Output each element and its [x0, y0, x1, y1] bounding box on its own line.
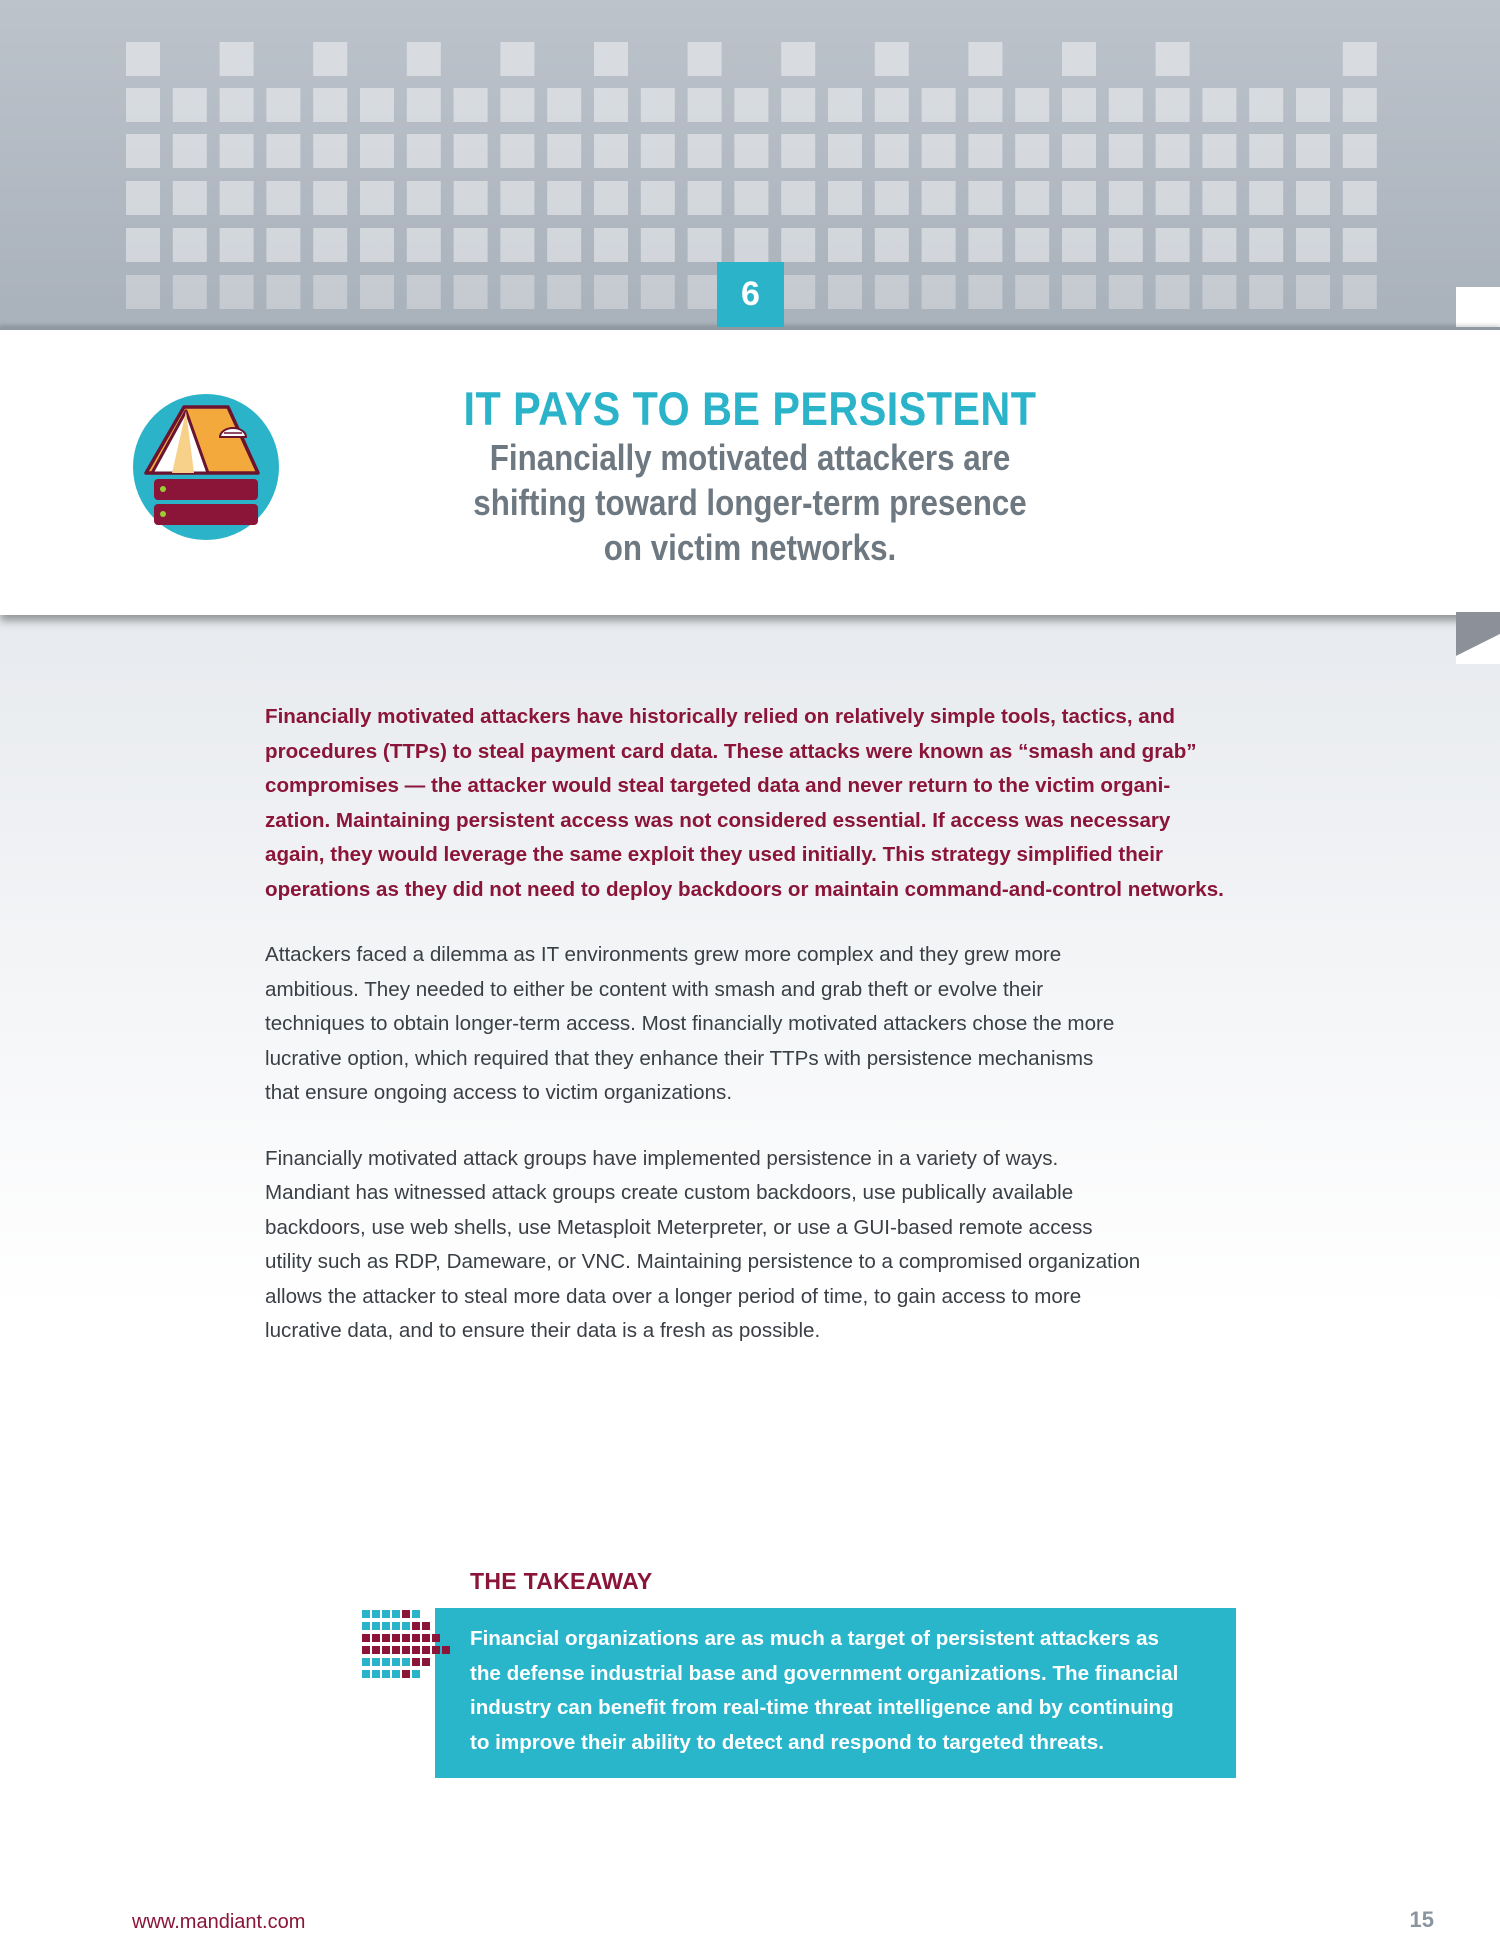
grid-square	[500, 275, 534, 309]
grid-square	[547, 181, 581, 215]
text-line: to improve their ability to detect and respond to targeted threats.	[470, 1730, 1104, 1754]
text-line: utility such as RDP, Dameware, or VNC. Maintaining persistence to a compromised organization	[265, 1250, 1141, 1273]
text-line: Financially motivated attackers have historically relied on relatively simple tools, tactics, and	[265, 705, 1175, 728]
grid-square	[407, 88, 441, 122]
grid-square	[500, 42, 534, 76]
grid-square	[1249, 134, 1283, 168]
grid-square	[407, 228, 441, 262]
pixel-square	[402, 1670, 410, 1678]
pixel-square	[392, 1634, 400, 1642]
grid-square	[968, 134, 1002, 168]
pixel-square	[372, 1610, 380, 1618]
grid-square	[547, 275, 581, 309]
grid-square	[547, 88, 581, 122]
grid-square	[781, 228, 815, 262]
pixel-square	[432, 1646, 440, 1654]
page-title: IT PAYS TO BE PERSISTENT	[463, 382, 1037, 435]
grid-square	[266, 181, 300, 215]
pixel-square	[382, 1634, 390, 1642]
pixel-square	[422, 1622, 430, 1630]
grid-square	[1015, 134, 1049, 168]
grid-square	[1062, 42, 1096, 76]
text-line: Mandiant has witnessed attack groups create custom backdoors, use publically available	[265, 1181, 1074, 1204]
grid-square	[1109, 275, 1143, 309]
grid-square	[734, 228, 768, 262]
grid-square	[407, 134, 441, 168]
grid-square	[1015, 228, 1049, 262]
grid-square	[875, 88, 909, 122]
pixel-square	[372, 1658, 380, 1666]
grid-square	[173, 228, 207, 262]
takeaway-heading: THE TAKEAWAY	[470, 1568, 653, 1594]
grid-square	[1156, 181, 1190, 215]
grid-square	[968, 228, 1002, 262]
grid-square	[1296, 275, 1330, 309]
grid-square	[922, 181, 956, 215]
grid-square	[1156, 228, 1190, 262]
grid-square	[734, 88, 768, 122]
grid-square	[1202, 88, 1236, 122]
pixel-square	[412, 1634, 420, 1642]
grid-square	[173, 134, 207, 168]
grid-square	[1249, 275, 1283, 309]
grid-square	[1249, 88, 1283, 122]
text-line: Financial organizations are as much a target of persistent attackers as	[470, 1627, 1159, 1650]
grid-square	[1202, 181, 1236, 215]
pixel-square	[412, 1610, 420, 1618]
grid-square	[126, 42, 160, 76]
pixel-square	[362, 1610, 370, 1618]
pixel-square	[362, 1634, 370, 1642]
grid-square	[968, 42, 1002, 76]
page-number: 15	[1409, 1907, 1434, 1932]
pixel-square	[392, 1658, 400, 1666]
pixel-square	[412, 1646, 420, 1654]
grid-square	[641, 88, 675, 122]
pixel-square	[372, 1646, 380, 1654]
subtitle-line: Financially motivated attackers are	[489, 437, 1011, 478]
pixel-square	[392, 1670, 400, 1678]
grid-square	[594, 134, 628, 168]
pixel-square	[412, 1658, 420, 1666]
pixel-square	[402, 1622, 410, 1630]
grid-square	[968, 275, 1002, 309]
grid-square	[1343, 134, 1377, 168]
pixel-square	[422, 1646, 430, 1654]
grid-square	[734, 181, 768, 215]
grid-square	[173, 275, 207, 309]
pixel-square	[392, 1610, 400, 1618]
grid-square	[1109, 181, 1143, 215]
grid-square	[1015, 181, 1049, 215]
text-line: the defense industrial base and government organizations. The financial	[470, 1661, 1179, 1685]
grid-square	[1156, 88, 1190, 122]
grid-square	[1062, 228, 1096, 262]
text-line: that ensure ongoing access to victim organizations.	[265, 1081, 733, 1104]
grid-square	[1296, 134, 1330, 168]
pixel-square	[402, 1658, 410, 1666]
grid-square	[1202, 134, 1236, 168]
grid-square	[594, 275, 628, 309]
grid-square	[220, 275, 254, 309]
grid-square	[688, 228, 722, 262]
grid-square	[968, 181, 1002, 215]
grid-square	[454, 228, 488, 262]
text-line: allows the attacker to steal more data over a longer period of time, to gain access to more	[265, 1284, 1082, 1308]
grid-square	[407, 42, 441, 76]
grid-square	[500, 88, 534, 122]
grid-square	[220, 181, 254, 215]
grid-square	[313, 275, 347, 309]
grid-square	[1062, 275, 1096, 309]
grid-square	[641, 181, 675, 215]
pixel-square	[362, 1670, 370, 1678]
text-line: operations as they did not need to deploy backdoors or maintain command-and-control networks.	[265, 877, 1224, 901]
takeaway-text	[470, 1622, 1230, 1760]
grid-square	[1296, 181, 1330, 215]
grid-square	[828, 228, 862, 262]
pixel-square	[372, 1634, 380, 1642]
pixel-square	[432, 1634, 440, 1642]
grid-square	[641, 275, 675, 309]
pixel-square	[442, 1646, 450, 1654]
grid-square	[126, 228, 160, 262]
grid-square	[126, 134, 160, 168]
grid-square	[641, 134, 675, 168]
grid-square	[1343, 228, 1377, 262]
pixel-square	[402, 1634, 410, 1642]
grid-square	[1343, 181, 1377, 215]
grid-square	[781, 134, 815, 168]
text-line: techniques to obtain longer-term access. Most financially motivated attackers chose the more	[265, 1012, 1115, 1035]
grid-square	[313, 88, 347, 122]
grid-square	[1249, 228, 1283, 262]
text-line: ambitious. They needed to either be content with smash and grab theft or evolve their	[265, 977, 1044, 1001]
pixel-square	[422, 1634, 430, 1642]
grid-square	[828, 134, 862, 168]
grid-square	[922, 275, 956, 309]
grid-square	[641, 228, 675, 262]
grid-square	[173, 88, 207, 122]
grid-square	[594, 228, 628, 262]
grid-square	[220, 42, 254, 76]
grid-square	[313, 181, 347, 215]
pixel-square	[422, 1658, 430, 1666]
grid-square	[1062, 134, 1096, 168]
grid-square	[875, 42, 909, 76]
grid-square	[360, 275, 394, 309]
grid-square	[781, 42, 815, 76]
grid-square	[500, 228, 534, 262]
grid-square	[688, 42, 722, 76]
text-line: lucrative option, which required that they enhance their TTPs with persistence mechanisms	[265, 1046, 1094, 1070]
pixel-square	[382, 1610, 390, 1618]
grid-square	[781, 88, 815, 122]
grid-square	[1343, 88, 1377, 122]
grid-square	[1015, 275, 1049, 309]
grid-square	[875, 181, 909, 215]
takeaway-box	[435, 1608, 1236, 1778]
text-line: Financially motivated attack groups have implemented persistence in a variety of ways.	[265, 1146, 1059, 1170]
lead-paragraph	[265, 700, 1250, 907]
grid-square	[173, 181, 207, 215]
grid-square	[407, 181, 441, 215]
subtitle-line: shifting toward longer-term presence	[473, 482, 1027, 523]
grid-square	[781, 275, 815, 309]
grid-square	[1296, 88, 1330, 122]
article-body	[265, 700, 1250, 1380]
grid-square	[126, 181, 160, 215]
grid-square	[1156, 275, 1190, 309]
grid-square	[1156, 134, 1190, 168]
pixel-square	[412, 1622, 420, 1630]
grid-square	[1062, 88, 1096, 122]
page-tab-edge	[1456, 287, 1500, 327]
tent-on-server-icon	[132, 393, 280, 541]
grid-square	[266, 275, 300, 309]
pixel-square	[402, 1610, 410, 1618]
grid-square	[922, 134, 956, 168]
grid-square	[500, 181, 534, 215]
grid-square	[875, 134, 909, 168]
grid-square	[266, 88, 300, 122]
grid-square	[454, 134, 488, 168]
grid-square	[454, 275, 488, 309]
text-line: again, they would leverage the same exploit they used initially. This strategy simplified their	[265, 843, 1163, 866]
grid-square	[1109, 228, 1143, 262]
grid-square	[360, 181, 394, 215]
title-block	[350, 383, 1150, 570]
grid-square	[500, 134, 534, 168]
pixel-square	[392, 1622, 400, 1630]
grid-square	[922, 228, 956, 262]
body-paragraph	[265, 1142, 1250, 1349]
grid-square	[360, 134, 394, 168]
grid-square	[1062, 181, 1096, 215]
grid-square	[1015, 88, 1049, 122]
pixel-square	[362, 1622, 370, 1630]
pixel-square	[362, 1646, 370, 1654]
grid-square	[688, 88, 722, 122]
grid-square	[968, 88, 1002, 122]
grid-square	[1109, 88, 1143, 122]
text-line: zation. Maintaining persistent access was not considered essential. If access was necessary	[265, 808, 1171, 832]
pixel-square	[372, 1670, 380, 1678]
grid-square	[220, 134, 254, 168]
grid-square	[1249, 181, 1283, 215]
grid-square	[407, 275, 441, 309]
grid-square	[360, 228, 394, 262]
pixel-square	[382, 1670, 390, 1678]
grid-square	[313, 42, 347, 76]
pixel-square	[382, 1658, 390, 1666]
grid-square	[875, 228, 909, 262]
pixel-square	[402, 1646, 410, 1654]
grid-square	[313, 134, 347, 168]
grid-square	[594, 181, 628, 215]
footer-url: www.mandiant.com	[132, 1911, 306, 1933]
grid-square	[313, 228, 347, 262]
grid-square	[1296, 228, 1330, 262]
grid-square	[828, 181, 862, 215]
grid-square	[454, 181, 488, 215]
text-line: Attackers faced a dilemma as IT environments grew more complex and they grew more	[265, 943, 1062, 966]
grid-square	[828, 275, 862, 309]
grid-square	[688, 181, 722, 215]
pixel-square	[362, 1658, 370, 1666]
subtitle-line: on victim networks.	[603, 527, 897, 568]
pixel-square	[412, 1670, 420, 1678]
grid-square	[1343, 275, 1377, 309]
grid-square	[688, 134, 722, 168]
grid-square	[594, 88, 628, 122]
text-line: procedures (TTPs) to steal payment card data. These attacks were known as “smash and grab”	[265, 739, 1197, 763]
grid-square	[922, 88, 956, 122]
grid-square	[781, 181, 815, 215]
text-line: compromises — the attacker would steal targeted data and never return to the victim organi-	[265, 774, 1171, 797]
pixel-square	[392, 1646, 400, 1654]
grid-square	[547, 134, 581, 168]
body-paragraph	[265, 938, 1250, 1111]
grid-square	[266, 228, 300, 262]
grid-square	[454, 88, 488, 122]
grid-square	[734, 134, 768, 168]
grid-square	[547, 228, 581, 262]
text-line: industry can benefit from real-time threat intelligence and by continuing	[470, 1696, 1174, 1719]
text-line: backdoors, use web shells, use Metasploit Meterpreter, or use a GUI-based remote access	[265, 1215, 1093, 1239]
grid-square	[594, 42, 628, 76]
pixel-square	[372, 1622, 380, 1630]
grid-square	[266, 134, 300, 168]
pixel-arrow-icon	[360, 1608, 460, 1683]
section-number-badge: 6	[717, 262, 784, 327]
grid-square	[1202, 228, 1236, 262]
grid-square	[1343, 42, 1377, 76]
grid-square	[220, 88, 254, 122]
grid-square	[126, 88, 160, 122]
grid-square	[360, 88, 394, 122]
grid-square	[220, 228, 254, 262]
grid-square	[828, 88, 862, 122]
grid-square	[1202, 275, 1236, 309]
grid-square	[875, 275, 909, 309]
grid-square	[1156, 42, 1190, 76]
page-fold-shadow	[1456, 612, 1500, 664]
text-line: lucrative data, and to ensure their data is a fresh as possible.	[265, 1319, 821, 1342]
pixel-square	[382, 1622, 390, 1630]
grid-square	[126, 275, 160, 309]
grid-square	[1109, 134, 1143, 168]
pixel-square	[382, 1646, 390, 1654]
